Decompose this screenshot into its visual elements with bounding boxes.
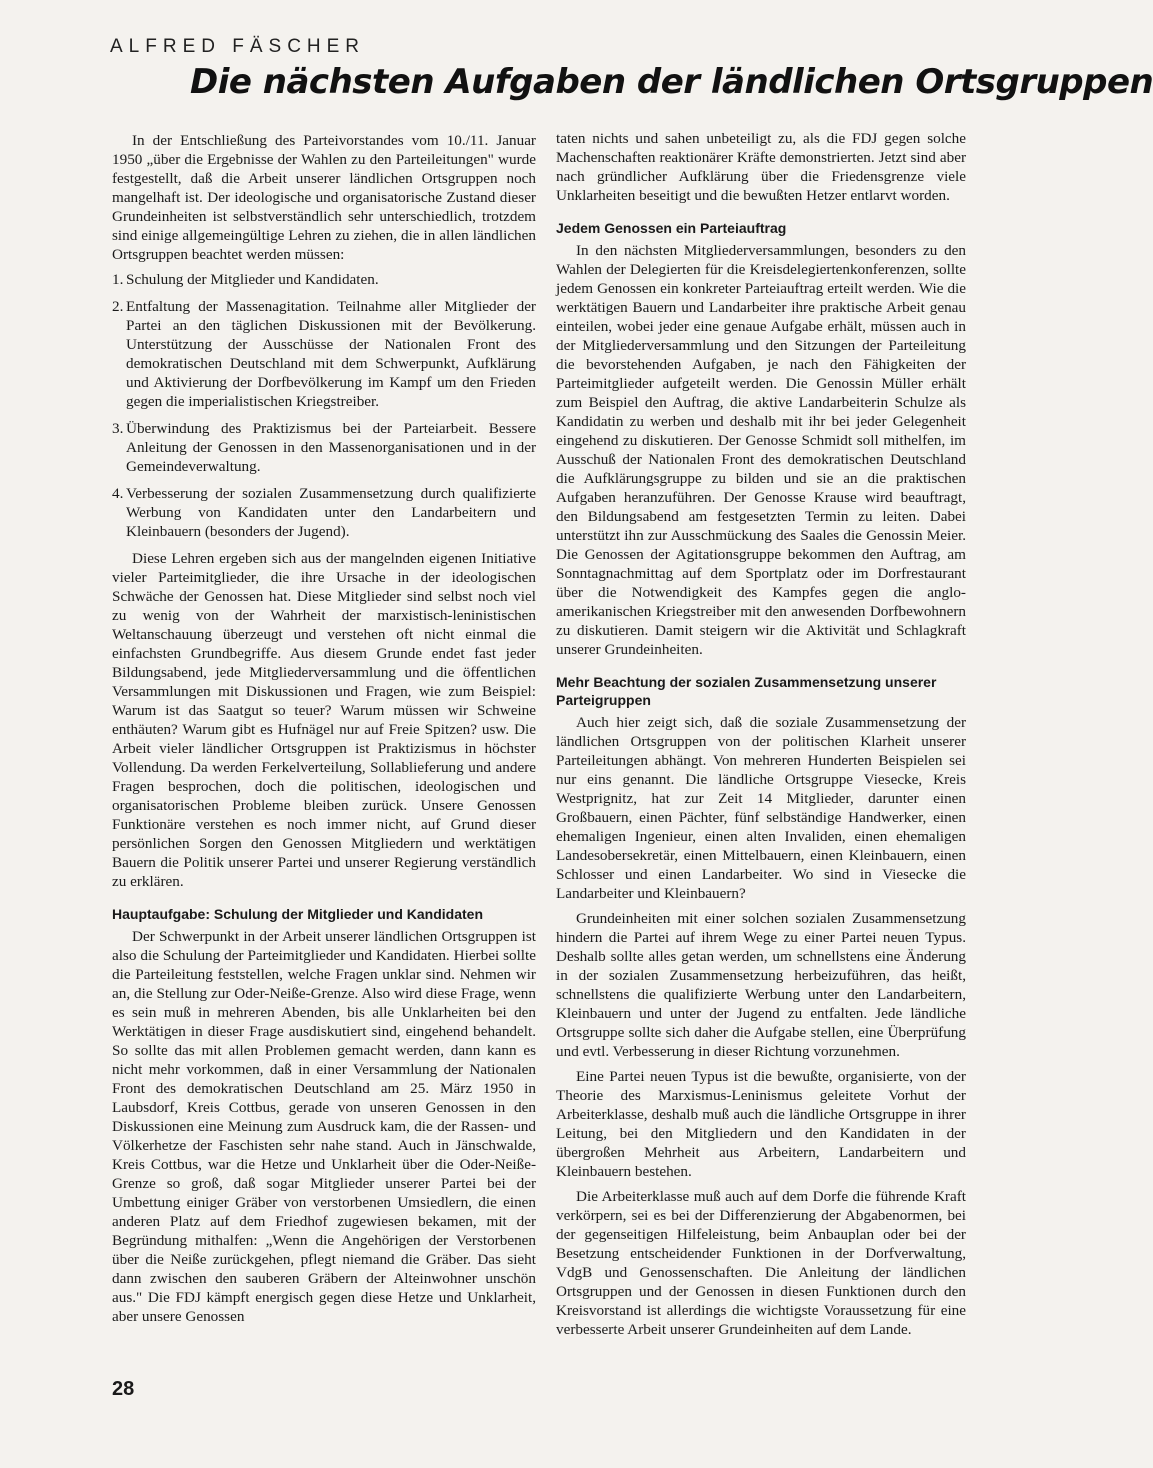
paragraph: Die Arbeiterklasse muß auch auf dem Dorfe die führende Kraft verkörpern, sei es bei der Differenzierung der Abgabenormen, bei der gegenseitigen Hilfeleistung, beim Anbauplan oder bei der Besetzung entscheidender Funktionen in der Dorfverwaltung, VdgB und Genossenschaften. Die Anleitung der ländlichen Ortsgruppen und der Genossen in diesen Funktionen durch den Kreisvorstand ist allerdings die wichtigste Voraussetzung für eine verbesserte Arbeit unserer Grundeinheiten auf dem Lande.	[556, 1188, 966, 1338]
paragraph: In der Entschließung des Parteivorstandes vom 10./11. Januar 1950 „über die Ergebnisse der Wahlen zu den Parteileitungen" wurde festgestellt, daß die Arbeit unserer ländlichen Ortsgruppen noch mangelhaft ist. Der ideologische und organisatorische Zustand dieser Grundeinheiten ist selbstverständlich sehr unterschiedlich, trotzdem sind einige allgemeingültige Lehren zu ziehen, die in allen ländlichen Ortsgruppen beachtet werden müssen:	[112, 132, 536, 263]
list-item	[112, 419, 536, 476]
list-number: 1.	[112, 271, 124, 288]
list-item	[112, 297, 536, 411]
left-column	[112, 131, 536, 1332]
list-text: Schulung der Mitglieder und Kandidaten.	[126, 271, 379, 288]
paragraph: taten nichts und sahen unbeteiligt zu, als die FDJ gegen solche Machenschaften reaktionärer Kräfte demonstrierten. Jetzt sind aber nach gründlicher Aufklärung über die Friedensgrenze viele Unklarheiten beseitigt und die bewußten Hetzer entlarvt worden.	[556, 130, 966, 204]
list-item	[112, 270, 536, 289]
paragraph: Der Schwerpunkt in der Arbeit unserer ländlichen Ortsgruppen ist also die Schulung der Parteimitglieder und Kandidaten. Hierbei sollte die Parteileitung feststellen, welche Fragen unklar sind. Nehmen wir an, die Stellung zur Oder-Neiße-Grenze. Also wird diese Frage, wenn es sein muß in mehreren Abenden, bis alle Unklarheiten bei den Werktätigen in dieser Frage ausdiskutiert sind, eingehend behandelt. So sollte das mit allen Problemen gemacht werden, dann kann es nicht mehr vorkommen, daß in einer Versammlung der Nationalen Front des demokratischen Deutschland am 25. März 1950 in Laubsdorf, Kreis Cottbus, gerade von unseren Genossen in den Diskussionen eine Meinung zum Ausdruck kam, die der Rassen- und Völkerhetze der Faschisten sehr nahe stand. Auch in Jänschwalde, Kreis Cottbus, war die Hetze und Unklarheit über die Oder-Neiße-Grenze so groß, daß sogar Mitglieder unserer Partei bei der Umbettung einiger Gräber von verstorbenen Umsiedlern, die einen anderen Platz auf dem Friedhof zugewiesen bekamen, mit der Begründung mithalfen: „Wenn die Angehörigen der Verstorbenen über die Neiße zurückgehen, pflegt niemand die Gräber. Das sieht dann zwischen den sauberen Gräbern der Alteinwohner unschön aus." Die FDJ kämpft energisch gegen diese Hetze und Unklarheit, aber unsere Genossen	[112, 928, 536, 1325]
page-number: 28	[112, 1378, 135, 1400]
paragraph: Auch hier zeigt sich, daß die soziale Zusammensetzung der ländlichen Ortsgruppen von der politischen Klarheit unserer Parteileitungen abhängt. Von mehreren Hunderten Beispielen sei nur eins genannt. Die ländliche Ortsgruppe Viesecke, Kreis Westprignitz, hat zur Zeit 14 Mitglieder, darunter einen Großbauern, einen Pächter, fünf selbständige Handwerker, einen ehemaligen Ingenieur, einen alten Invaliden, einen ehemaligen Landesobersekretär, einen Mittelbauern, einen Kleinbauern, einen Schlosser und einen Landarbeiter. Wo sind in Viesecke die Landarbeiter und Kleinbauern?	[556, 714, 966, 902]
list-item	[112, 484, 536, 541]
list-number: 4.	[112, 485, 124, 502]
paragraph: Grundeinheiten mit einer solchen sozialen Zusammensetzung hindern die Partei auf ihrem Wege zu einer Partei neuen Typus. Deshalb sollte alles getan werden, um schnellstens eine Änderung in der sozialen Zusammensetzung herbeizuführen, das heißt, schnellstens die qualifizierte Werbung unter den Landarbeitern, Kleinbauern und unter der Jugend zu entfalten. Jede ländliche Ortsgruppe sollte sich daher die Aufgabe stellen, eine Überprüfung und evtl. Verbesserung in dieser Richtung vorzunehmen.	[556, 910, 966, 1060]
section-heading: Jedem Genossen ein Parteiauftrag	[556, 220, 787, 236]
article-title: Die nächsten Aufgaben der ländlichen Ortsgruppen	[190, 62, 1153, 102]
list-number: 3.	[112, 420, 124, 437]
list-text: Entfaltung der Massenagitation. Teilnahme aller Mitglieder der Partei an den täglichen Diskussionen mit der Bevölkerung. Unterstützung der Ausschüsse der Nationalen Front des demokratischen Deutschland mit dem Schwerpunkt, Aufklärung und Aktivierung der Dorfbevölkerung im Kampf um den Frieden gegen die imperialistischen Kriegstreiber.	[126, 298, 536, 410]
right-column	[556, 129, 966, 1345]
section-heading: Mehr Beachtung der sozialen Zusammensetzung unserer Parteigruppen	[556, 674, 937, 708]
list-number: 2.	[112, 298, 124, 315]
paragraph: In den nächsten Mitgliederversammlungen, besonders zu den Wahlen der Delegierten für die Kreisdelegiertenkonferenzen, sollte jedem Genossen ein konkreter Parteiauftrag erteilt werden. Wie die werktätigen Bauern und Landarbeiter ihre praktische Arbeit genau einteilen, wobei jeder eine genaue Aufgabe erhält, müssen auch in der Mitgliederversammlung und den Sitzungen der Parteileitung die bevorstehenden Aufgaben, je nach den Fähigkeiten der Parteimitglieder aufgeteilt werden. Die Genossin Müller erhält zum Beispiel den Auftrag, die aktive Landarbeiterin Schulze als Kandidatin zu werben und deshalb mit ihr bei jeder Gelegenheit eingehend zu diskutieren. Der Genosse Schmidt soll mithelfen, im Ausschuß der Nationalen Front des demokratischen Deutschland die Aufklärungsgruppe zu bilden und sie an die praktischen Aufgaben heranzuführen. Der Genosse Krause wird beauftragt, den Bildungsabend am festgesetzten Termin zu leiten. Dabei unterstützt ihn zur Ausschmückung des Saales die Genossin Meier. Die Genossen der Agitationsgruppe bekommen den Auftrag, am Sonntagnachmittag auf dem Sportplatz oder im Dorfrestaurant über die Notwendigkeit des Kampfes gegen die anglo-amerikanischen Kriegstreiber mit den anwesenden Dorfbewohnern zu diskutieren. Damit steigern wir die Aktivität und Schlagkraft unserer Grundeinheiten.	[556, 242, 966, 658]
numbered-list	[112, 270, 536, 541]
section-heading: Hauptaufgabe: Schulung der Mitglieder und Kandidaten	[112, 906, 484, 922]
list-text: Überwindung des Praktizismus bei der Parteiarbeit. Bessere Anleitung der Genossen in den Massenorganisationen und in der Gemeindeverwaltung.	[126, 420, 536, 475]
paragraph: Diese Lehren ergeben sich aus der mangelnden eigenen Initiative vieler Parteimitglieder, die ihre Ursache in der ideologischen Schwäche der Genossen hat. Diese Mitglieder sind selbst noch viel zu wenig von der Wahrheit der marxistisch-leninistischen Weltanschauung überzeugt und verstehen oft nicht einmal die einfachsten Grundbegriffe. Aus diesem Grunde endet fast jeder Bildungsabend, jede Mitgliederversammlung und die öffentlichen Versammlungen mit Diskussionen und Fragen, wie zum Beispiel: Warum ist das Saatgut so teuer? Warum müssen wir Schweine enthäuten? Warum gibt es Hufnägel nur auf Freie Spitzen? usw. Die Arbeit vieler ländlicher Ortsgruppen ist Praktizismus in höchster Vollendung. Da werden Ferkelverteilung, Sollablieferung und andere Fragen besprochen, doch die politischen, ideologischen und organisatorischen Probleme bleiben zurück. Unsere Genossen Funktionäre verstehen es noch immer nicht, auf Grund dieser persönlichen Sorgen den Genossen Mitgliedern und werktätigen Bauern die Politik unserer Partei und unserer Regierung verständlich zu erklären.	[112, 550, 536, 890]
paragraph: Eine Partei neuen Typus ist die bewußte, organisierte, von der Theorie des Marxismus-Leninismus geleitete Vorhut der Arbeiterklasse, deshalb muß auch die ländliche Ortsgruppe in ihrer Leitung, bei den Mitgliedern und den Kandidaten in der übergroßen Mehrheit aus Arbeitern, Landarbeitern und Kleinbauern bestehen.	[556, 1068, 966, 1180]
list-text: Verbesserung der sozialen Zusammensetzung durch qualifizierte Werbung von Kandidaten unter den Landarbeitern und Kleinbauern (besonders der Jugend).	[126, 485, 536, 540]
author-name: ALFRED FÄSCHER	[110, 36, 366, 57]
